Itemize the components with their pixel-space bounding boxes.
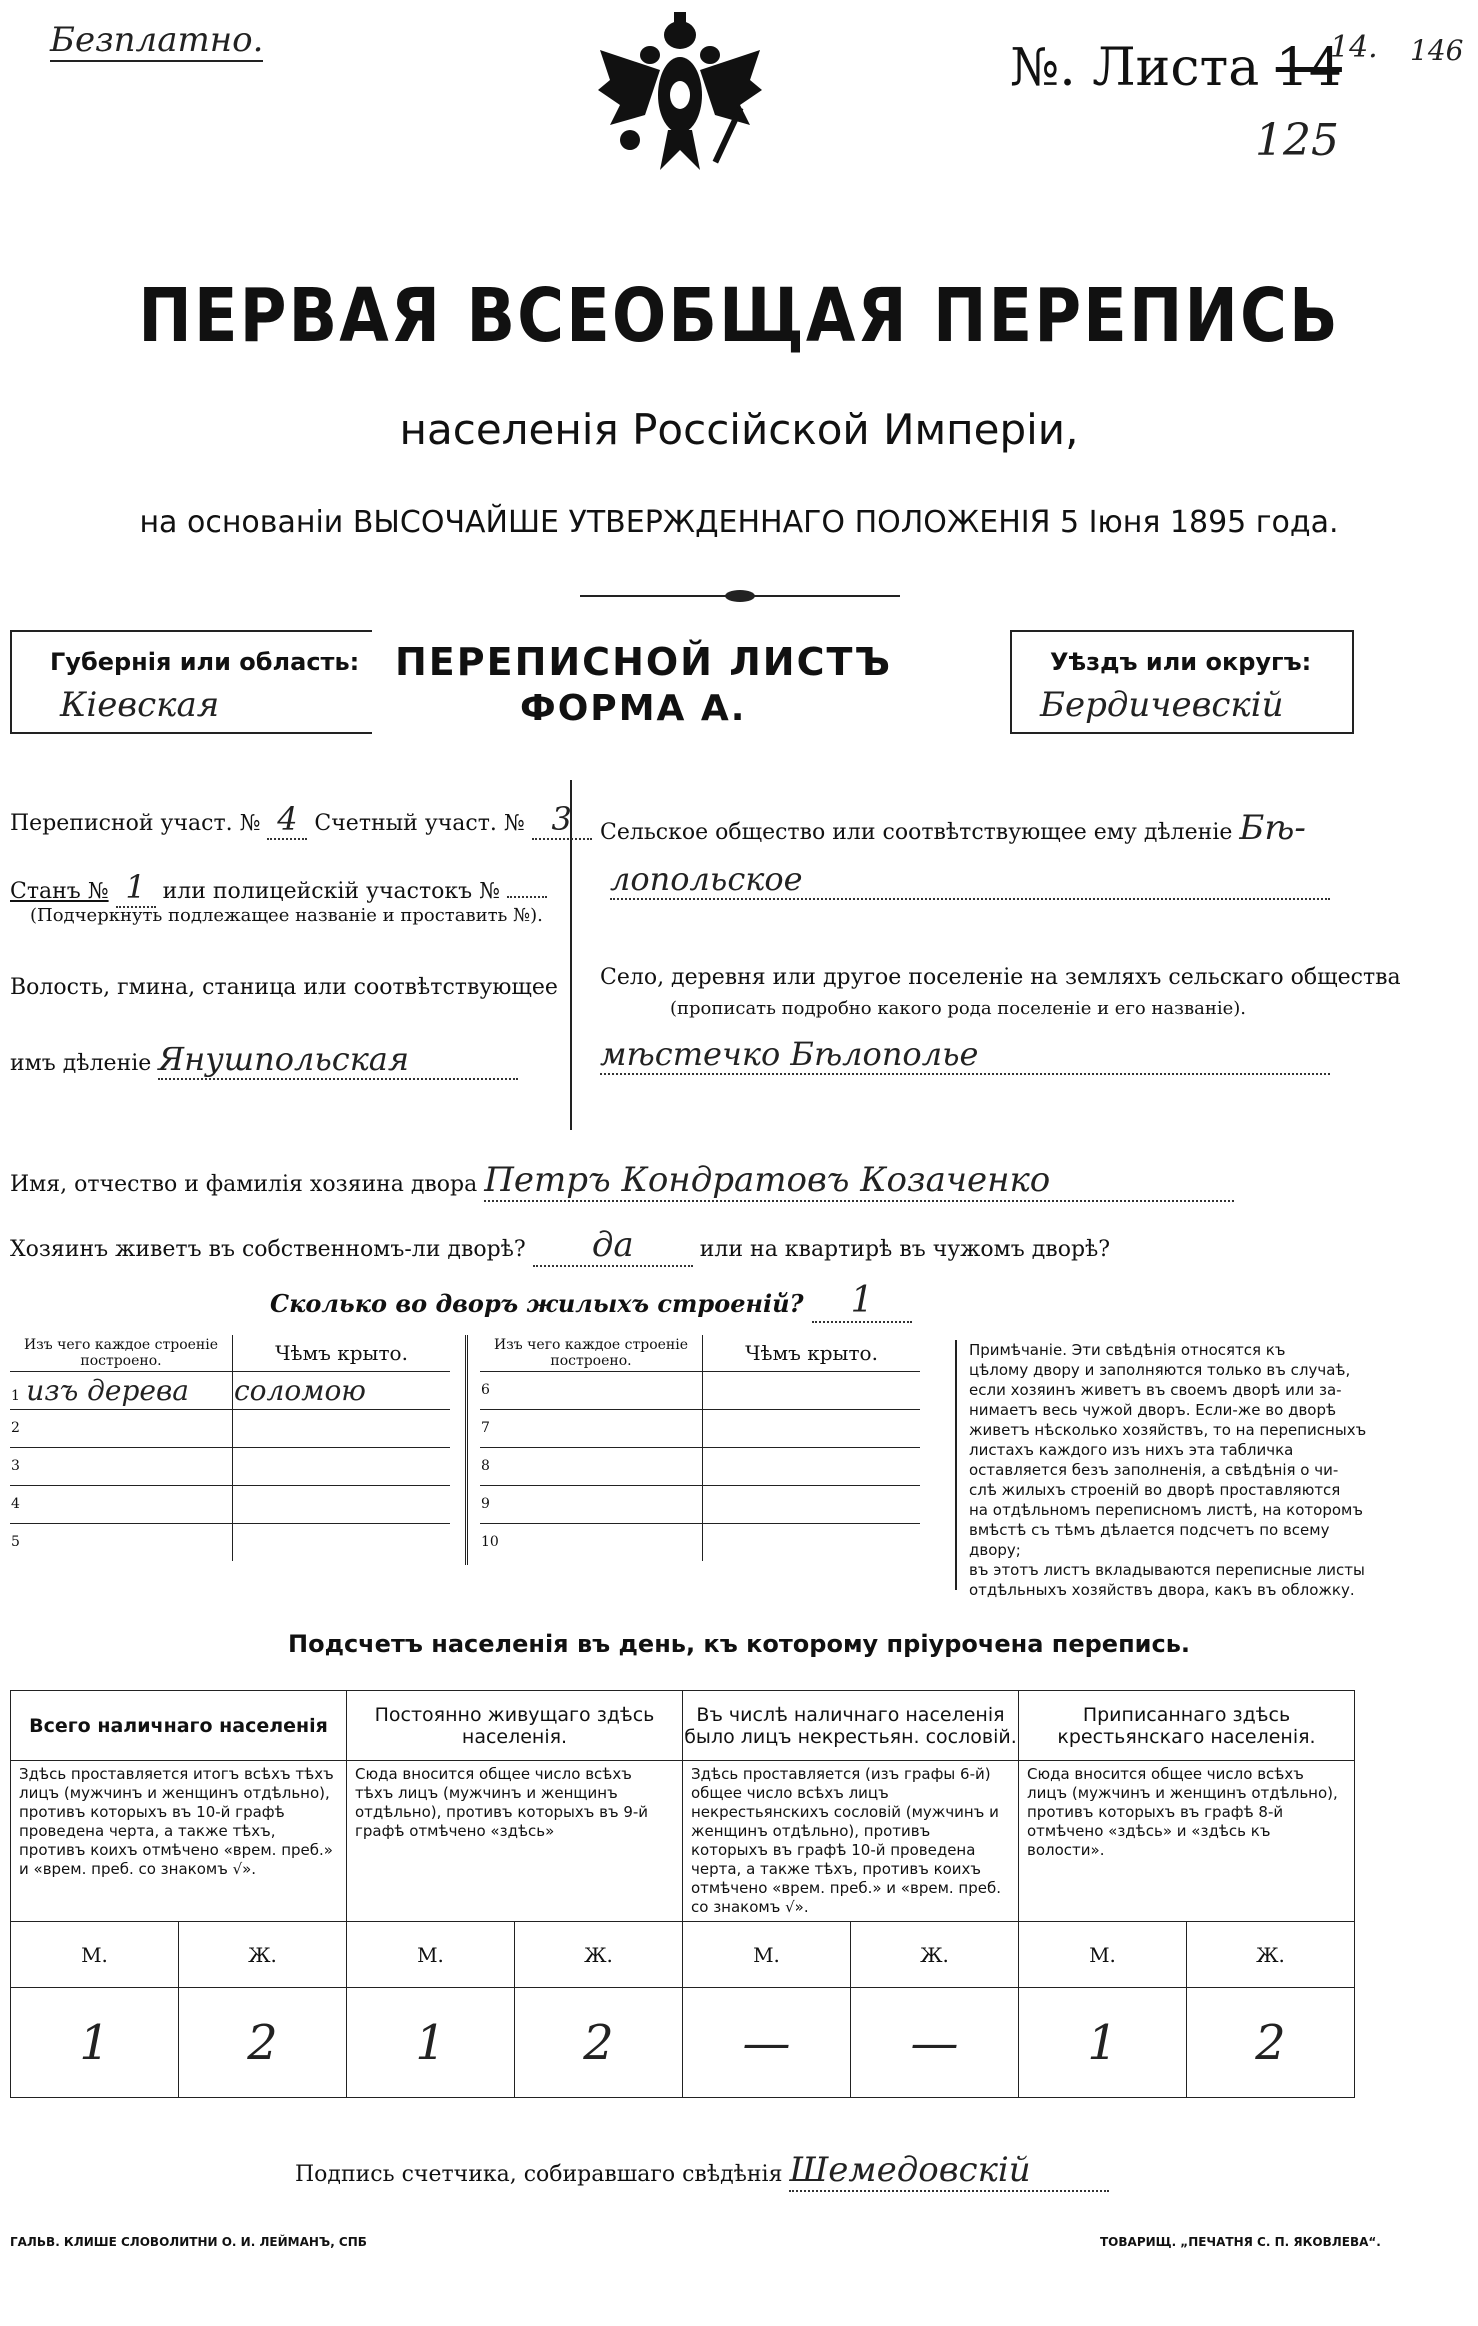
table-row: 7 bbox=[480, 1409, 920, 1447]
stan-value: 1 bbox=[116, 868, 156, 908]
sheet-number-struck: 14 bbox=[1275, 38, 1342, 98]
owner-lives-label-2: или на квартирѣ въ чужомъ дворѣ? bbox=[699, 1237, 1111, 1262]
uezd-value: Бердичевскій bbox=[1040, 685, 1284, 725]
owner-name-label: Имя, отчество и фамилія хозяина двора bbox=[10, 1172, 478, 1197]
population-table: Всего наличнаго населенія Постоянно живущаго здѣсь населенія. Въ числѣ наличнаго населенія было лицъ некрестьян. сословій. Приписаннаго здѣсь крестьянскаго населенія. Здѣсь проставляется итогъ всѣхъ тѣхъ лицъ (мужчинъ и женщинъ отдѣльно), противъ которыхъ въ 10-й графѣ проведена черта, а также тѣхъ, противъ коихъ отмѣчено «врем. преб.» и «врем. преб. со знакомъ √». Сюда вносится общее число всѣхъ тѣхъ лицъ (мужчинъ и женщинъ отдѣльно), противъ которыхъ въ 9-й графѣ отмѣчено «здѣсь» Здѣсь проставляется (изъ графы 6-й) общее число всѣхъ лицъ некрестьянскихъ сословій (мужчинъ и женщинъ отдѣльно), противъ которыхъ въ графѣ 10-й проведена черта, а также тѣхъ, противъ коихъ отмѣчено «врем. преб.» и «врем. преб. со знакомъ √». Сюда вносится общее число всѣхъ лицъ (мужчинъ и женщинъ отдѣльно), противъ которыхъ въ графѣ 8-й отмѣчено «здѣсь» и «здѣсь къ волости». М. Ж. М. Ж. М. Ж. М. Ж. 1 2 1 2 — — 1 2 bbox=[10, 1690, 1355, 2098]
gubernia-value: Кіевская bbox=[60, 685, 220, 725]
uezd-label: Уѣздъ или округъ: bbox=[1050, 648, 1312, 676]
registered-f: 2 bbox=[1187, 1988, 1355, 2098]
right-fields bbox=[590, 780, 1401, 1080]
perepis-label: Переписной участ. № bbox=[10, 811, 261, 836]
owner-lives-label: Хозяинъ живетъ въ собственномъ-ли дворѣ? bbox=[10, 1237, 526, 1262]
obshchestvo-value: Бѣ- bbox=[1239, 808, 1306, 848]
subtitle: населенія Россійской Имперіи, bbox=[399, 405, 1079, 454]
buildings-label: Сколько во дворъ жилыхъ строеній? bbox=[270, 1289, 804, 1318]
perepis-value: 4 bbox=[267, 800, 307, 840]
volost-value: Янушпольская bbox=[158, 1040, 518, 1080]
total-f: 2 bbox=[179, 1988, 347, 2098]
selo-note: (прописать подробно какого рода поселеніе и его названіе). bbox=[670, 998, 1246, 1019]
buildings-value: 1 bbox=[812, 1280, 912, 1323]
sheet-number-hand: 14. bbox=[1330, 30, 1378, 65]
volost-label: Волость, гмина, станица или соотвѣтствующее bbox=[10, 975, 558, 1000]
col-roof: Чѣмъ крыто. bbox=[233, 1335, 451, 1371]
footer-left: ГАЛЬВ. КЛИШЕ СЛОВОЛИТНИ О. И. ЛЕЙМАНЪ, СПБ bbox=[10, 2235, 367, 2249]
owner-name-value: Петръ Кондратовъ Козаченко bbox=[484, 1160, 1234, 1202]
obshchestvo-value-2: лопольское bbox=[610, 860, 1330, 900]
form-subtitle: ФОРМА А. bbox=[520, 688, 747, 729]
form-header bbox=[10, 630, 1350, 740]
table-row: 8 bbox=[480, 1447, 920, 1485]
nonpeasant-m: — bbox=[683, 1988, 851, 2098]
sheet-number-hand-2: 146 bbox=[1410, 34, 1464, 67]
stan-label: Станъ № bbox=[10, 879, 109, 904]
table-row: 10 bbox=[480, 1523, 920, 1561]
imperial-eagle-icon bbox=[590, 10, 770, 180]
footer-right: ТОВАРИЩ. „ПЕЧАТНЯ С. П. ЯКОВЛЕВА“. bbox=[1100, 2235, 1381, 2249]
buildings-table-left bbox=[10, 1335, 450, 1561]
form-title: ПЕРЕПИСНОЙ ЛИСТЪ bbox=[395, 640, 893, 684]
table-row: 3 bbox=[10, 1447, 450, 1485]
stan-note: (Подчеркнуть подлежащее названіе и проставить №). bbox=[30, 905, 543, 926]
table-row: 2 bbox=[10, 1409, 450, 1447]
nonpeasant-f: — bbox=[851, 1988, 1019, 2098]
table-row: 4 bbox=[10, 1485, 450, 1523]
signature-label: Подпись счетчика, собиравшаго свѣдѣнія bbox=[295, 2162, 783, 2187]
obshchestvo-label: Сельское общество или соотвѣтствующее ему дѣленіе bbox=[600, 820, 1233, 845]
schet-label: Счетный участ. № bbox=[314, 811, 525, 836]
table-row: 1 изъ дерева соломою bbox=[10, 1371, 450, 1409]
basis-line: на основаніи ВЫСОЧАЙШЕ УТВЕРЖДЕННАГО ПОЛОЖЕНІЯ 5 Іюня 1895 года. bbox=[139, 505, 1339, 540]
sheet-number-label: №. Листа 14 bbox=[1010, 38, 1342, 98]
schet-value: 3 bbox=[532, 800, 592, 840]
sheet-number-below: 125 bbox=[1255, 115, 1339, 166]
permanent-f: 2 bbox=[515, 1988, 683, 2098]
table-row: 9 bbox=[480, 1485, 920, 1523]
free-label: Безплатно. bbox=[50, 20, 264, 60]
permanent-m: 1 bbox=[347, 1988, 515, 2098]
registered-m: 1 bbox=[1019, 1988, 1187, 2098]
signature-value: Шемедовскій bbox=[789, 2150, 1109, 2192]
buildings-table-right: Изъ чего каждое строеніе построено. Чѣмъ крыто. 6 7 8 9 10 bbox=[480, 1335, 920, 1561]
table-row: 6 bbox=[480, 1371, 920, 1409]
main-title: ПЕРВАЯ ВСЕОБЩАЯ ПЕРЕПИСЬ bbox=[138, 274, 1340, 360]
selo-value: мѣстечко Бѣлополье bbox=[600, 1035, 1330, 1075]
ornament-divider bbox=[580, 590, 900, 602]
selo-label: Село, деревня или другое поселеніе на земляхъ сельскаго общества bbox=[600, 965, 1401, 990]
note-block: Примѣчаніе. Эти свѣдѣнія относятся къ цѣлому двору и заполняются только въ случаѣ, если хозяинъ живетъ въ своемъ дворѣ или за- нимаетъ весь чужой дворъ. Если-же во дворѣ живетъ нѣсколько хозяйствъ, то на переписныхъ листахъ каждого изъ нихъ эта табличка оставляется безъ заполненія, а свѣдѣнія о чи- слѣ жилыхъ строеній во дворѣ проставляются на отдѣльномъ переписномъ листѣ, на которомъ вмѣстѣ съ тѣмъ дѣлается подсчетъ по всему двору; въ этотъ листъ вкладываются переписные листы отдѣльныхъ хозяйствъ двора, какъ въ обложку. bbox=[955, 1340, 1369, 1590]
table-row: 5 bbox=[10, 1523, 450, 1561]
col-material: Изъ чего каждое строеніе построено. bbox=[10, 1335, 233, 1371]
volost-label-2: имъ дѣленіе bbox=[10, 1051, 152, 1076]
police-label: или полицейскій участокъ № bbox=[162, 879, 500, 904]
total-m: 1 bbox=[11, 1988, 179, 2098]
left-fields bbox=[10, 780, 572, 1130]
population-heading: Подсчетъ населенія въ день, къ которому пріурочена перепись. bbox=[288, 1630, 1190, 1658]
gubernia-label: Губернія или область: bbox=[50, 648, 360, 676]
owner-lives-value: да bbox=[533, 1225, 693, 1267]
